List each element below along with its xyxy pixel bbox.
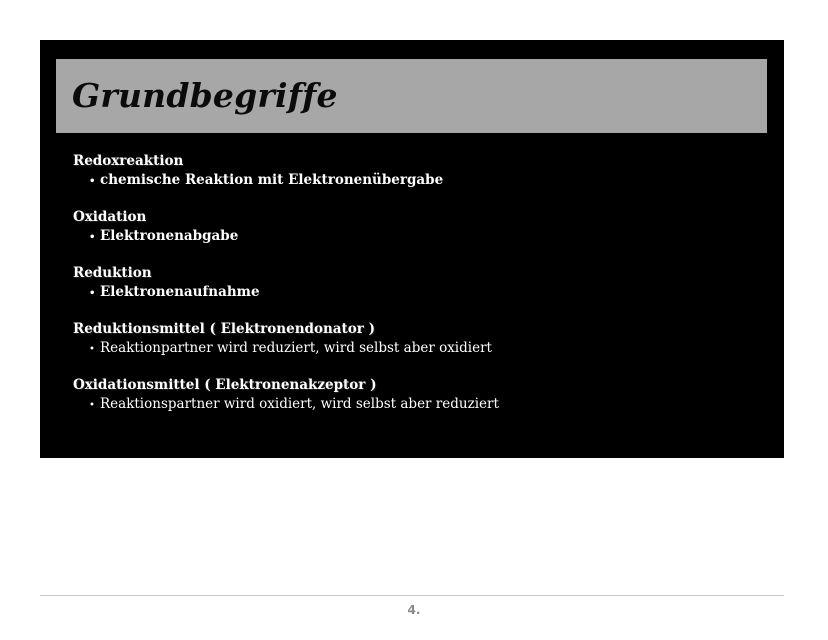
term-name: Reduktionsmittel ( Elektronendonator ) (73, 321, 375, 337)
term-definition (73, 227, 753, 247)
title-bar (56, 59, 767, 133)
term-definition-text: Reaktionspartner wird oxidiert, wird selbst aber reduziert (100, 396, 499, 412)
term-item (73, 376, 753, 415)
bullet-icon: • (89, 344, 95, 355)
term-definition-text: Elektronenaufnahme (100, 284, 260, 300)
bullet-icon: • (89, 400, 95, 411)
term-name: Oxidation (73, 209, 147, 225)
footer-divider (40, 595, 784, 596)
term-definition (73, 283, 753, 303)
bullet-icon: • (89, 232, 96, 243)
bullet-icon: • (89, 288, 96, 299)
term-item (73, 320, 753, 359)
term-definition (73, 171, 753, 191)
term-name: Oxidationsmittel ( Elektronenakzeptor ) (73, 377, 377, 393)
page-number: 4. (407, 603, 421, 617)
term-definition-text: Reaktionpartner wird reduziert, wird selbst aber oxidiert (100, 340, 492, 356)
term-definition-text: chemische Reaktion mit Elektronenübergabe (100, 172, 444, 188)
term-item (73, 152, 753, 191)
term-name: Redoxreaktion (73, 153, 184, 169)
term-definition (73, 395, 753, 415)
slide (40, 40, 784, 458)
term-definition-text: Elektronenabgabe (100, 228, 239, 244)
term-definition (73, 339, 753, 359)
term-list (73, 152, 753, 432)
slide-title: Grundbegriffe (72, 76, 338, 115)
bullet-icon: • (89, 176, 96, 187)
term-item (73, 264, 753, 303)
term-item (73, 208, 753, 247)
term-name: Reduktion (73, 265, 152, 281)
